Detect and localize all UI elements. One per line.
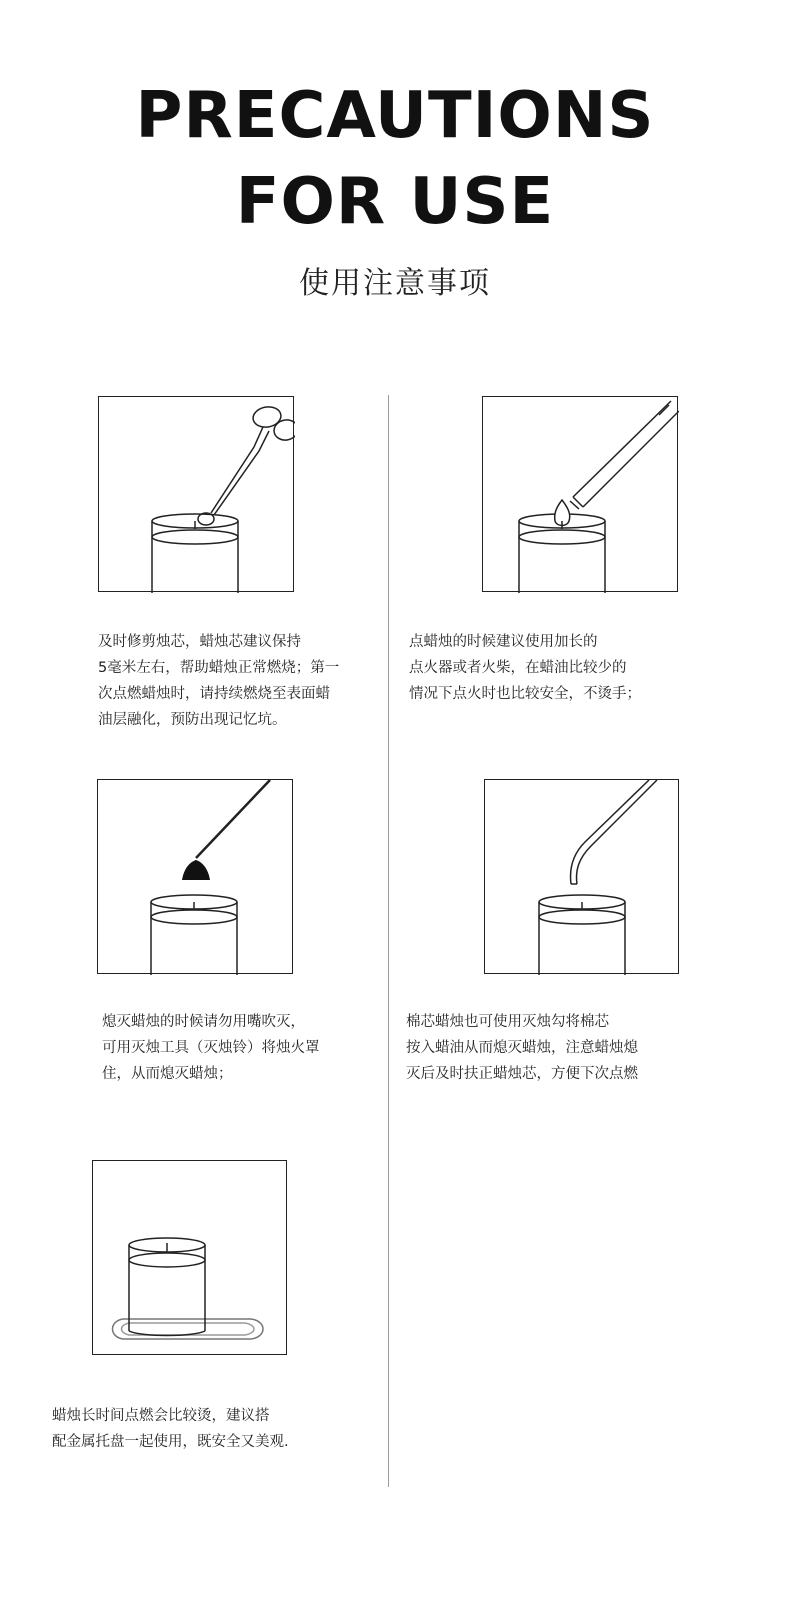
step-2-illustration [482, 396, 678, 592]
long-match-icon [483, 397, 679, 593]
page-subtitle: 使用注意事项 [299, 266, 491, 301]
step-5-illustration [92, 1160, 287, 1355]
step-4-text: 棉芯蜡烛也可使用灭烛勾将棉芯 按入蜡油从而熄灭蜡烛，注意蜡烛熄 灭后及时扶正蜡烛芯，方便下次点燃 [406, 1014, 638, 1082]
step-1-text: 及时修剪烛芯，蜡烛芯建议保持 5毫米左右，帮助蜡烛正常燃烧；第一 次点燃蜡烛时，请持续燃烧至表面蜡 油层融化，预防出现记忆坑。 [98, 634, 340, 728]
wick-trimmer-icon [99, 397, 295, 593]
step-3-illustration [97, 779, 293, 974]
candle-tray-icon [93, 1161, 288, 1356]
step-5-text: 蜡烛长时间点燃会比较烫，建议搭 配金属托盘一起使用，既安全又美观. [52, 1408, 289, 1450]
step-3-text: 熄灭蜡烛的时候请勿用嘴吹灭， 可用灭烛工具（灭烛铃）将烛火罩 住，从而熄灭蜡烛； [102, 1014, 320, 1082]
page-title-line1: PRECAUTIONS [135, 79, 655, 153]
page-title-line2: FOR USE [235, 165, 555, 239]
candle-snuffer-icon [98, 780, 294, 975]
step-1-illustration [98, 396, 294, 592]
step-2-text: 点蜡烛的时候建议使用加长的 点火器或者火柴，在蜡油比较少的 情况下点火时也比较安全，不烫手； [409, 634, 641, 702]
wick-dipper-icon [485, 780, 680, 975]
column-divider [388, 395, 389, 1487]
step-4-illustration [484, 779, 679, 974]
